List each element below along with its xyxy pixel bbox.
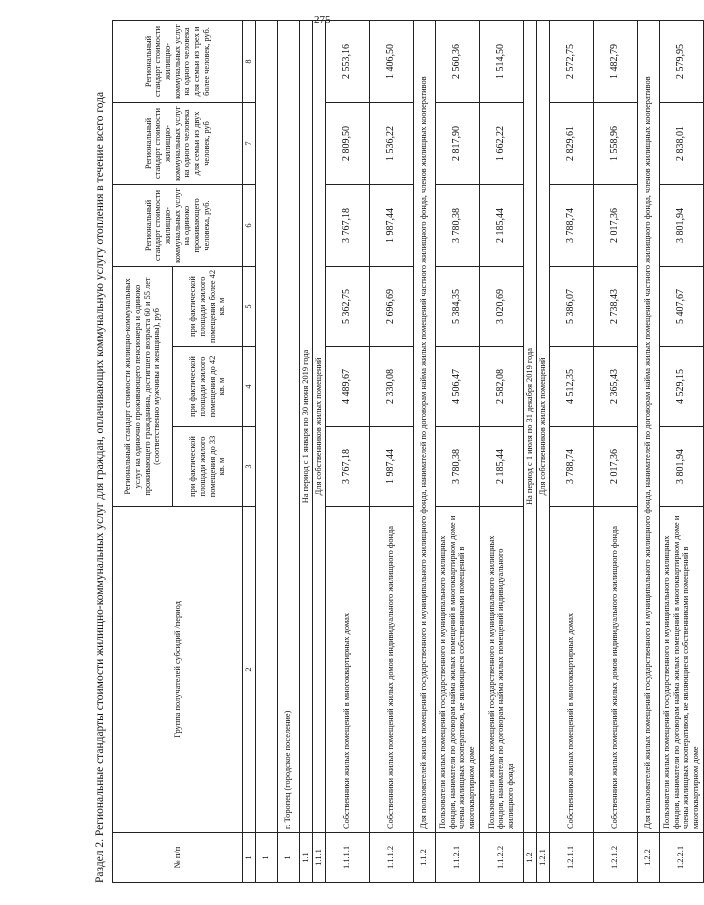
header-col-area-over-42: при фактической площади жилого помещения более 42 кв. м xyxy=(173,266,243,346)
header-col-three: Региональный стандарт стоимости жилищно-коммунальных услуг на одного человека для семьи из трех и более человек, руб. xyxy=(113,20,243,102)
header-number: 3 xyxy=(243,427,256,507)
header-col-number: № п/п xyxy=(113,833,243,883)
value-cell: 3 767,18 xyxy=(325,427,369,507)
table-row xyxy=(299,20,312,882)
header-group-pensioner: Региональный стандарт стоимости жилищно-коммунальных услуг на одиночно проживающего пенсионера и одиноко проживающего гражданина, достигшего возраста 60 и 55 лет (соответственно мужчины и женщины), руб xyxy=(113,266,173,506)
value-cell: 4 506,47 xyxy=(435,347,479,427)
row-label: Пользователи жилых помещений государственного и муниципального жилищных фондов, наниматели по договорам найма жилых помещений в многоквартирном доме и члены жилищных кооперативов, не являющиеся собственниками помещений в многоквартирном доме xyxy=(435,507,479,833)
value-cell: 2 572,75 xyxy=(549,20,593,102)
value-cell: 3 788,74 xyxy=(549,427,593,507)
value-cell: 5 407,67 xyxy=(659,266,703,346)
row-index: 1.1.2.1 xyxy=(435,833,479,883)
table-row xyxy=(659,20,703,882)
header-number: 8 xyxy=(243,20,256,102)
value-cell: 3 788,74 xyxy=(549,184,593,266)
value-cell: 2 838,01 xyxy=(659,102,703,184)
value-cell: 1 482,79 xyxy=(593,20,637,102)
row-index: 1.1.1.1 xyxy=(325,833,369,883)
value-cell: 2 330,08 xyxy=(369,347,413,427)
header-col-single: Региональный стандарт стоимости жилищно-коммунальных услуг на одиноко проживающего человека, руб. xyxy=(113,184,243,266)
row-index: 1 xyxy=(255,833,277,883)
value-cell: 5 362,75 xyxy=(325,266,369,346)
value-cell: 3 780,38 xyxy=(435,427,479,507)
header-number: 2 xyxy=(243,507,256,833)
row-index: 1.2.1.1 xyxy=(549,833,593,883)
value-cell: 3 780,38 xyxy=(435,184,479,266)
section-caption: Раздел 2. Региональные стандарты стоимости жилищно-коммунальных услуг для граждан, оплачивающих коммунальную услугу отопления в течение всего года xyxy=(94,91,106,883)
value-cell: 1 987,44 xyxy=(369,184,413,266)
standards-table xyxy=(112,20,704,883)
table-row xyxy=(435,20,479,882)
value-cell: 1 987,44 xyxy=(369,427,413,507)
table-row xyxy=(637,20,659,882)
period-heading: На период с 1 июля по 31 декабря 2019 года xyxy=(523,20,536,832)
row-label: Собственники жилых помещений в многоквартирных домах xyxy=(325,507,369,833)
header-number: 4 xyxy=(243,347,256,427)
value-cell: 1 558,96 xyxy=(593,102,637,184)
row-label: Пользователи жилых помещений государственного и муниципального жилищных фондов, наниматели по договорам найма жилых помещений в многоквартирном доме и члены жилищных кооперативов, не являющиеся собственниками помещений в многоквартирном доме xyxy=(659,507,703,833)
row-index: 1.2.1.2 xyxy=(593,833,637,883)
row-index: 1.1.2.2 xyxy=(479,833,523,883)
header-number: 5 xyxy=(243,266,256,346)
period-heading: На период с 1 января по 30 июня 2019 года xyxy=(299,20,312,832)
value-cell: 4 512,35 xyxy=(549,347,593,427)
value-cell: 3 801,94 xyxy=(659,184,703,266)
value-cell: 3 767,18 xyxy=(325,184,369,266)
value-cell: 2 696,69 xyxy=(369,266,413,346)
value-cell: 1 536,22 xyxy=(369,102,413,184)
row-index: 1.1 xyxy=(299,833,312,883)
header-col-group: Группа получателей субсидий /период xyxy=(113,507,243,833)
header-numbers-row xyxy=(243,20,256,882)
value-cell: 4 489,67 xyxy=(325,347,369,427)
table-row xyxy=(312,20,325,882)
value-cell: 3 020,69 xyxy=(479,266,523,346)
value-cell: 2 017,36 xyxy=(593,184,637,266)
value-cell: 1 406,50 xyxy=(369,20,413,102)
value-cell: 2 829,61 xyxy=(549,102,593,184)
value-cell: 2 817,90 xyxy=(435,102,479,184)
table-row xyxy=(413,20,435,882)
table-row xyxy=(523,20,536,882)
value-cell: 2 582,08 xyxy=(479,347,523,427)
page-number: 275 xyxy=(314,14,331,26)
header-number: 7 xyxy=(243,102,256,184)
value-cell: 2 185,44 xyxy=(479,184,523,266)
table-row xyxy=(479,20,523,882)
value-cell: 2 579,95 xyxy=(659,20,703,102)
table-row xyxy=(325,20,369,882)
table-row xyxy=(536,20,549,882)
table-row xyxy=(549,20,593,882)
value-cell: 4 529,15 xyxy=(659,347,703,427)
header-number: 1 xyxy=(243,833,256,883)
value-cell: 5 384,35 xyxy=(435,266,479,346)
header-col-area-42: при фактической площади жилого помещения до 42 кв. м xyxy=(173,347,243,427)
value-cell: 1 662,22 xyxy=(479,102,523,184)
row-index: 1.2.2.1 xyxy=(659,833,703,883)
section-heading: Для пользователей жилых помещений государственного и муниципального жилищного фонда, нанимателей по договорам найма жилых помещений частного жилищного фонда, членов жилищных кооперативов xyxy=(637,20,659,832)
period-heading: Для собственников жилых помещений xyxy=(312,20,325,832)
value-cell: 2 365,43 xyxy=(593,347,637,427)
row-index: 1 xyxy=(277,833,299,883)
value-cell: 3 801,94 xyxy=(659,427,703,507)
row-label: Собственники жилых помещений в многоквартирных домах xyxy=(549,507,593,833)
table-row xyxy=(593,20,637,882)
row-index: 1.1.1.2 xyxy=(369,833,413,883)
value-cell: 2 809,50 xyxy=(325,102,369,184)
section-heading: Для пользователей жилых помещений государственного и муниципального жилищного фонда, нанимателей по договорам найма жилых помещений частного жилищного фонда, членов жилищных кооперативов xyxy=(413,20,435,832)
row-label: Пользователи жилых помещений государственного и муниципального жилищных фондов, наниматели по договорам найма жилых помещений индивидуального жилищного фонда xyxy=(479,507,523,833)
table-row xyxy=(255,20,277,882)
value-cell: 1 514,50 xyxy=(479,20,523,102)
value-cell: 2 560,36 xyxy=(435,20,479,102)
header-col-two: Региональный стандарт стоимости жилищно-коммунальных услуг на одного человека для семьи из двух человек, руб xyxy=(113,102,243,184)
row-label: Собственники жилых помещений жилых домов индивидуального жилищного фонда xyxy=(369,507,413,833)
row-index: 1.2 xyxy=(523,833,536,883)
table-body xyxy=(255,20,703,882)
header-col-area-33: при фактической площади жилого помещения до 33 кв. м xyxy=(173,427,243,507)
row-index: 1.1.1 xyxy=(312,833,325,883)
row-index: 1.2.1 xyxy=(536,833,549,883)
row-index: 1.1.2 xyxy=(413,833,435,883)
period-heading: Для собственников жилых помещений xyxy=(536,20,549,832)
table-row xyxy=(277,20,299,882)
value-cell: 5 386,07 xyxy=(549,266,593,346)
table-row xyxy=(369,20,413,882)
row-index: 1.2.2 xyxy=(637,833,659,883)
value-cell: 2 185,44 xyxy=(479,427,523,507)
value-cell: 2 017,36 xyxy=(593,427,637,507)
section-heading xyxy=(255,20,277,832)
section-heading: г. Торопец (городское поселение) xyxy=(277,20,299,832)
row-label: Собственники жилых помещений жилых домов индивидуального жилищного фонда xyxy=(593,507,637,833)
value-cell: 2 738,43 xyxy=(593,266,637,346)
value-cell: 2 553,16 xyxy=(325,20,369,102)
header-number: 6 xyxy=(243,184,256,266)
